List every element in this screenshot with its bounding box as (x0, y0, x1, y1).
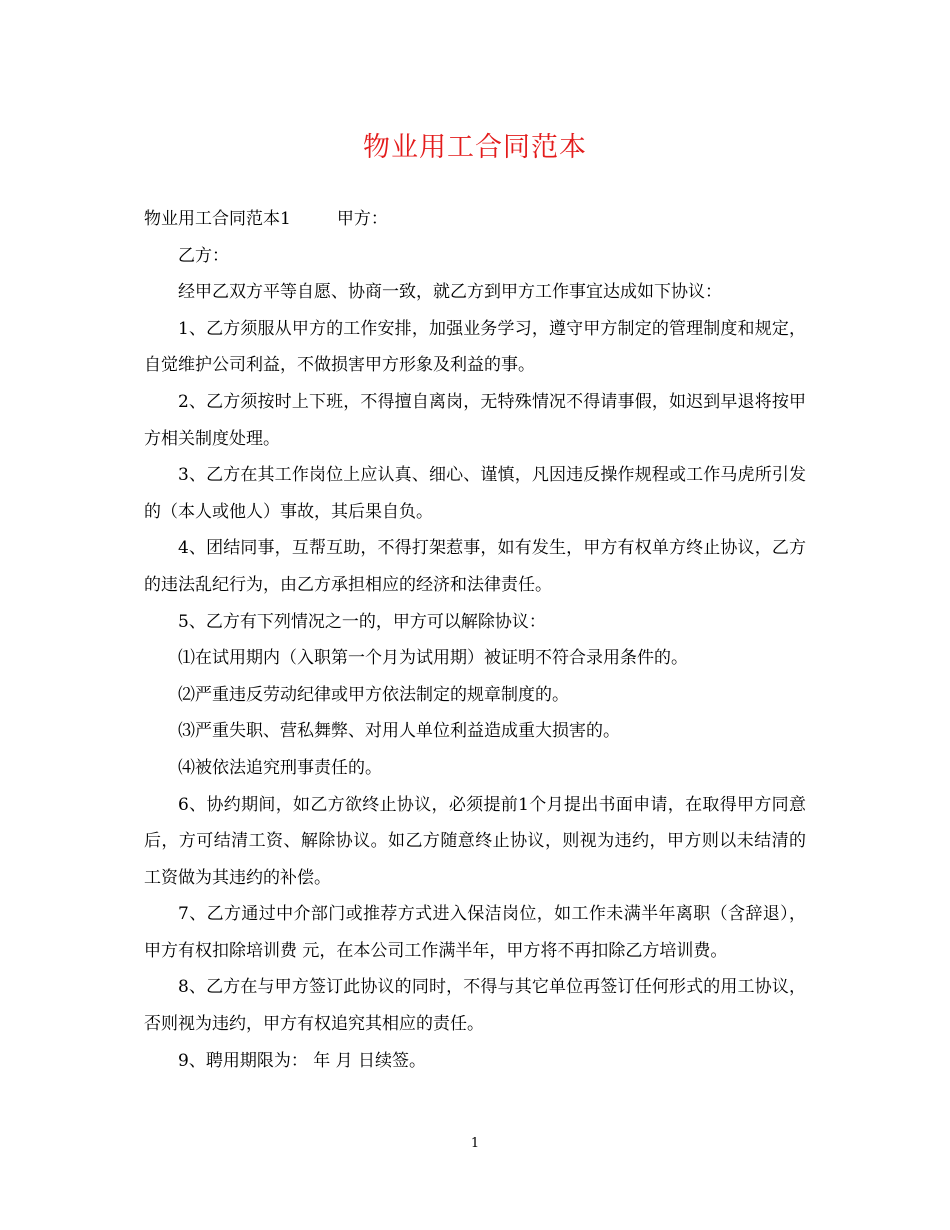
clause-7: 7、乙方通过中介部门或推荐方式进入保洁岗位，如工作未满半年离职（含辞退），甲方有权扣除培训费 元，在本公司工作满半年，甲方将不再扣除乙方培训费。 (144, 904, 806, 961)
clause-4: 4、团结同事，互帮互助，不得打架惹事，如有发生，甲方有权单方终止协议，乙方的违法乱纪行为，由乙方承担相应的经济和法律责任。 (144, 538, 806, 595)
clause-5-item-2: ⑵严重违反劳动纪律或甲方依法制定的规章制度的。 (178, 684, 569, 705)
clause-9: 9、聘用期限为： 年 月 日续签。 (178, 1050, 427, 1071)
document-heading-line (144, 201, 806, 238)
clause-5-item-1: ⑴在试用期内（入职第一个月为试用期）被证明不符合录用条件的。 (178, 648, 688, 669)
clause-1: 1、乙方须服从甲方的工作安排，加强业务学习，遵守甲方制定的管理制度和规定，自觉维护公司利益，不做损害甲方形象及利益的事。 (144, 318, 806, 376)
clause-5-item-3: ⑶严重失职、营私舞弊、对用人单位利益造成重大损害的。 (178, 721, 620, 742)
party-b-label: 乙方： (178, 245, 229, 266)
document-title: 物业用工合同范本 (363, 132, 587, 163)
party-a-label: 甲方： (336, 209, 388, 229)
clause-5-item-4: ⑷被依法追究刑事责任的。 (178, 757, 382, 778)
clause-3: 3、乙方在其工作岗位上应认真、细心、谨慎，凡因违反操作规程或工作马虎所引发的（本人或他人）事故，其后果自负。 (144, 465, 806, 522)
clause-5: 5、乙方有下列情况之一的，甲方可以解除协议： (178, 611, 546, 632)
clause-8: 8、乙方在与甲方签订此协议的同时，不得与其它单位再签订任何形式的用工协议，否则视为违约，甲方有权追究其相应的责任。 (144, 977, 806, 1035)
preamble: 经甲乙双方平等自愿、协商一致，就乙方到甲方工作事宜达成如下协议： (178, 282, 722, 303)
clause-2: 2、乙方须按时上下班，不得擅自离岗，无特殊情况不得请事假，如迟到早退将按甲方相关制度处理。 (144, 391, 806, 449)
document-body (144, 201, 806, 1079)
page-number: 1 (470, 1136, 480, 1151)
clause-6: 6、协约期间，如乙方欲终止协议，必须提前1个月提出书面申请，在取得甲方同意后，方可结清工资、解除协议。如乙方随意终止协议，则视为违约，甲方则以未结清的工资做为其违约的补偿。 (144, 794, 806, 888)
document-heading: 物业用工合同范本1 (144, 209, 291, 229)
